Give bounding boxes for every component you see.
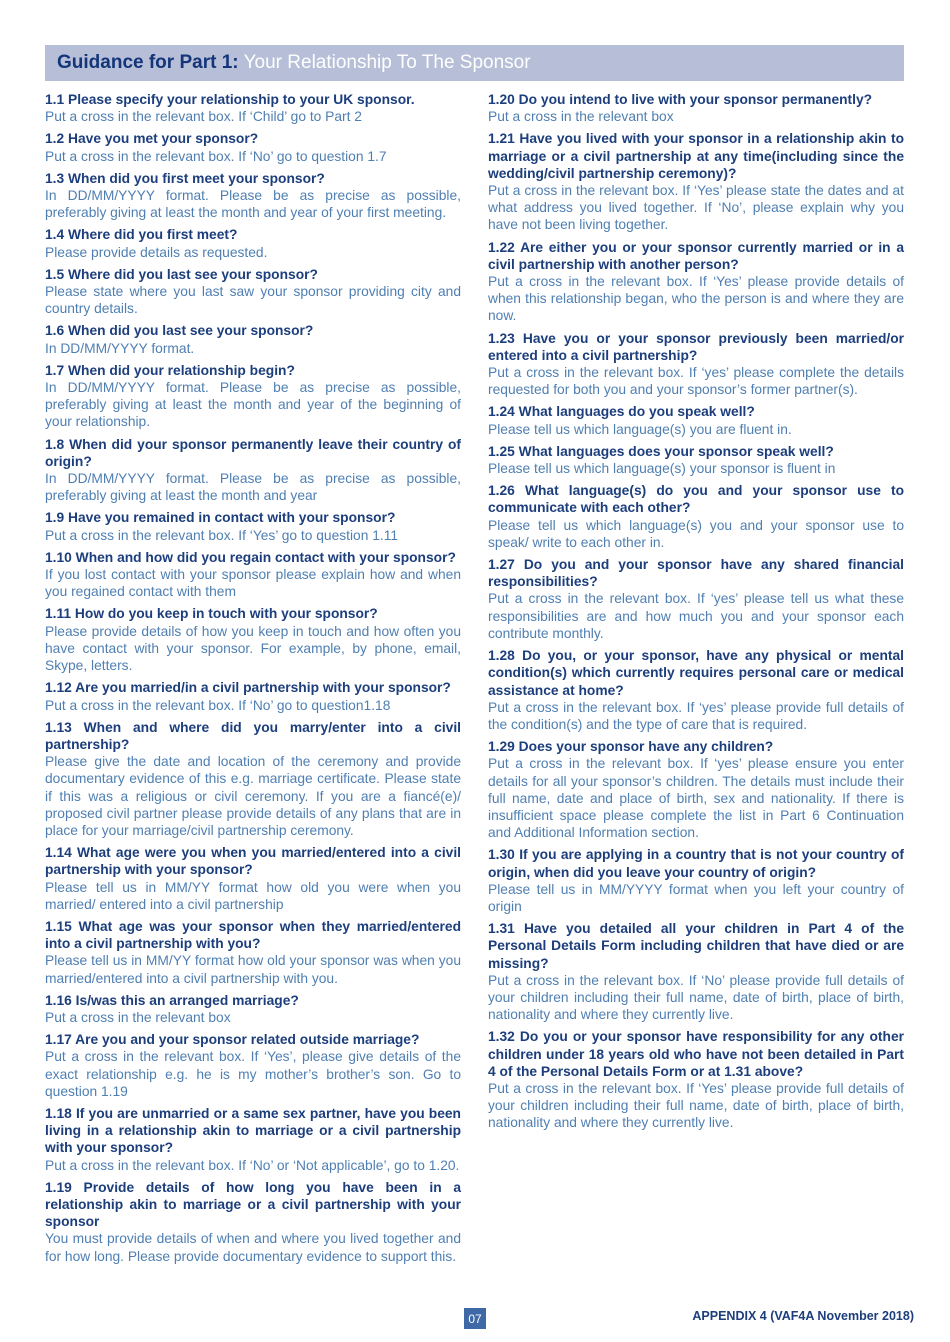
question-title: 1.22 Are either you or your sponsor currently married or in a civil partnership with another person? <box>488 239 904 272</box>
guidance-column-right <box>488 91 904 1137</box>
question-guidance: You must provide details of when and where you lived together and for how long. Please provide documentary evidence to support this. <box>45 1231 461 1264</box>
question-guidance: Put a cross in the relevant box. If ‘Yes’ go to question 1.11 <box>45 527 399 543</box>
question-guidance: Put a cross in the relevant box. If ‘Yes’ please provide details of when this relationship began, who the person is and where they are now. <box>488 274 904 324</box>
guidance-item <box>45 679 461 713</box>
guidance-item <box>45 170 461 222</box>
question-guidance: Please tell us which language(s) you and your sponsor use to speak/ write to each other in. <box>488 517 904 550</box>
question-title: 1.26 What language(s) do you and your sponsor use to communicate with each other? <box>488 483 904 516</box>
question-title: 1.19 Provide details of how long you have been in a relationship akin to marriage or a civil partnership with your sponsor <box>45 1179 461 1230</box>
question-title: 1.30 If you are applying in a country that is not your country of origin, when did you leave your country of origin? <box>488 847 904 880</box>
question-title: 1.27 Do you and your sponsor have any shared financial responsibilities? <box>488 557 904 590</box>
question-title: 1.18 If you are unmarried or a same sex partner, have you been living in a relationship akin to marriage or a civil partnership with your sponsor? <box>45 1105 461 1156</box>
question-title: 1.3 When did you first meet your sponsor? <box>45 170 325 186</box>
guidance-item <box>488 91 904 125</box>
question-guidance: Put a cross in the relevant box. If ‘Yes’ please state the dates and at what address you lived together. If ‘No’, please explain why you have not been living together. <box>488 183 904 233</box>
question-guidance: In DD/MM/YYYY format. Please be as precise as possible, preferably giving at least the month and year of your first meeting. <box>45 188 461 221</box>
question-title: 1.5 Where did you last see your sponsor? <box>45 266 318 282</box>
question-guidance: Please tell us which language(s) your sponsor is fluent in <box>488 461 836 477</box>
question-title: 1.32 Do you or your sponsor have responsibility for any other children under 18 years old who have not been detailed in Part 4 of the Personal Details Form or at 1.31 above? <box>488 1029 904 1079</box>
question-title: 1.31 Have you detailed all your children in Part 4 of the Personal Details Form including children that have died or are missing? <box>488 921 904 971</box>
guidance-item <box>45 91 461 125</box>
guidance-item <box>488 738 904 841</box>
question-title: 1.15 What age was your sponsor when they married/entered into a civil partnership with you? <box>45 918 461 952</box>
section-header-prefix: Guidance for Part 1: <box>57 52 239 73</box>
question-title: 1.9 Have you remained in contact with your sponsor? <box>45 510 396 526</box>
guidance-item <box>488 846 904 915</box>
question-title: 1.4 Where did you first meet? <box>45 227 238 243</box>
question-guidance: In DD/MM/YYYY format. <box>45 340 195 356</box>
question-guidance: If you lost contact with your sponsor please explain how and when you regained contact with them <box>45 567 461 600</box>
question-guidance: Please provide details as requested. <box>45 244 268 260</box>
question-title: 1.14 What age were you when you married/entered into a civil partnership with your sponsor? <box>45 845 461 878</box>
question-guidance: Please tell us in MM/YY format how old your sponsor was when you married/entered into a civil partnership with you. <box>45 953 461 986</box>
question-guidance: Put a cross in the relevant box. If ‘yes’ please complete the details requested for both you and your sponsor’s former partner(s). <box>488 365 904 398</box>
question-title: 1.8 When did your sponsor permanently leave their country of origin? <box>45 436 461 469</box>
section-header <box>45 45 904 81</box>
question-guidance: Please give the date and location of the ceremony and provide documentary evidence of this e.g. marriage certificate. Please state if this was a religious or civil ceremony. If you are a fiancé(e)/ proposed civil partner please provide details of any plans that are in place for your marriage/civil partnership ceremony. <box>45 754 461 838</box>
guidance-item <box>45 1031 461 1100</box>
guidance-item <box>488 330 904 399</box>
question-guidance: Put a cross in the relevant box. If ‘Yes’ please provide full details of your children including their full name, date of birth, place of birth, nationality and where they currently live. <box>488 1080 904 1131</box>
question-title: 1.28 Do you, or your sponsor, have any physical or mental condition(s) which currently requires personal care or medical assistance at home? <box>488 648 904 698</box>
question-guidance: Please provide details of how you keep in touch and how often you have contact with your sponsor. For example, by phone, email, Skype, letters. <box>45 623 461 674</box>
guidance-item <box>45 130 461 164</box>
question-title: 1.7 When did your relationship begin? <box>45 362 295 378</box>
guidance-item <box>488 647 904 733</box>
question-guidance: Please tell us in MM/YY format how old you were when you married/ entered into a civil partnership <box>45 879 461 912</box>
section-header-title: Your Relationship To The Sponsor <box>243 52 531 73</box>
guidance-item <box>45 226 461 260</box>
question-title: 1.11 How do you keep in touch with your sponsor? <box>45 606 378 622</box>
guidance-item <box>45 362 461 431</box>
guidance-item <box>488 130 904 233</box>
question-title: 1.2 Have you met your sponsor? <box>45 131 259 147</box>
guidance-item <box>488 920 904 1023</box>
question-guidance: Put a cross in the relevant box. If ‘yes’ please ensure you enter details for all your sponsor’s children. The details must include their full name, date and place of birth, sex and nationality. If there is insufficient space please complete the list in Part 6 Continuation and Additional Information section. <box>488 756 904 841</box>
form-reference: APPENDIX 4 (VAF4A November 2018) <box>692 1309 914 1323</box>
question-guidance: Please tell us in MM/YYYY format when you left your country of origin <box>488 881 904 914</box>
question-title: 1.1 Please specify your relationship to your UK sponsor. <box>45 92 415 107</box>
question-title: 1.21 Have you lived with your sponsor in a relationship akin to marriage or a civil partnership at any time(including since the wedding/civil partnership ceremony)? <box>488 131 904 181</box>
guidance-item <box>45 719 461 839</box>
guidance-item <box>45 549 461 601</box>
question-title: 1.12 Are you married/in a civil partnership with your sponsor? <box>45 680 451 696</box>
guidance-item <box>488 556 904 642</box>
guidance-item <box>488 403 904 437</box>
question-title: 1.13 When and where did you marry/enter into a civil partnership? <box>45 719 461 752</box>
guidance-column-left <box>45 91 461 1270</box>
question-guidance: In DD/MM/YYYY format. Please be as precise as possible, preferably giving at least the month and year of the beginning of your relationship. <box>45 380 461 430</box>
guidance-item <box>45 266 461 318</box>
question-guidance: Put a cross in the relevant box. If ‘yes’ please provide full details of the condition(s) and the type of care that is required. <box>488 699 904 732</box>
question-guidance: Please state where you last saw your sponsor providing city and country details. <box>45 284 461 317</box>
page-number: 07 <box>464 1308 486 1329</box>
guidance-item <box>488 482 904 551</box>
question-guidance: Put a cross in the relevant box. If ‘Yes’, please give details of the exact relationship e.g. he is my mother’s brother’s son. Go to question 1.19 <box>45 1049 461 1099</box>
question-guidance: Put a cross in the relevant box. If ‘No’ go to question1.18 <box>45 697 391 713</box>
guidance-item <box>45 322 461 356</box>
question-guidance: Put a cross in the relevant box. If ‘No’ or ‘Not applicable’, go to 1.20. <box>45 1157 460 1173</box>
guidance-item <box>45 992 461 1026</box>
question-guidance: Put a cross in the relevant box. If ‘No’ go to question 1.7 <box>45 148 387 164</box>
guidance-item <box>488 239 904 325</box>
question-title: 1.17 Are you and your sponsor related outside marriage? <box>45 1032 420 1048</box>
guidance-item <box>45 1105 461 1174</box>
question-title: 1.29 Does your sponsor have any children? <box>488 739 774 755</box>
question-title: 1.20 Do you intend to live with your sponsor permanently? <box>488 92 873 107</box>
question-title: 1.10 When and how did you regain contact with your sponsor? <box>45 549 456 565</box>
question-title: 1.23 Have you or your sponsor previously been married/or entered into a civil partnership? <box>488 330 904 363</box>
guidance-item <box>45 1179 461 1265</box>
question-guidance: Put a cross in the relevant box. If ‘yes’ please tell us what these responsibilities are and how much you and your sponsor each contribute monthly. <box>488 591 904 641</box>
question-guidance: Please tell us which language(s) you are fluent in. <box>488 421 792 437</box>
question-title: 1.25 What languages does your sponsor speak well? <box>488 443 834 459</box>
question-guidance: Put a cross in the relevant box <box>45 1009 231 1025</box>
question-title: 1.24 What languages do you speak well? <box>488 404 755 420</box>
guidance-item <box>45 509 461 543</box>
guidance-item <box>45 436 461 505</box>
guidance-item <box>45 605 461 674</box>
guidance-item <box>488 443 904 477</box>
question-guidance: Put a cross in the relevant box. If ‘Child’ go to Part 2 <box>45 109 362 125</box>
guidance-item <box>45 918 461 987</box>
question-guidance: In DD/MM/YYYY format. Please be as precise as possible, preferably giving at least the month and year <box>45 471 461 504</box>
question-title: 1.6 When did you last see your sponsor? <box>45 323 314 339</box>
guidance-item <box>45 844 461 913</box>
guidance-item <box>488 1028 904 1131</box>
question-guidance: Put a cross in the relevant box. If ‘No’ please provide full details of your children including their full name, date of birth, place of birth, nationality and where they currently live. <box>488 972 904 1023</box>
question-guidance: Put a cross in the relevant box <box>488 109 674 125</box>
question-title: 1.16 Is/was this an arranged marriage? <box>45 992 299 1008</box>
